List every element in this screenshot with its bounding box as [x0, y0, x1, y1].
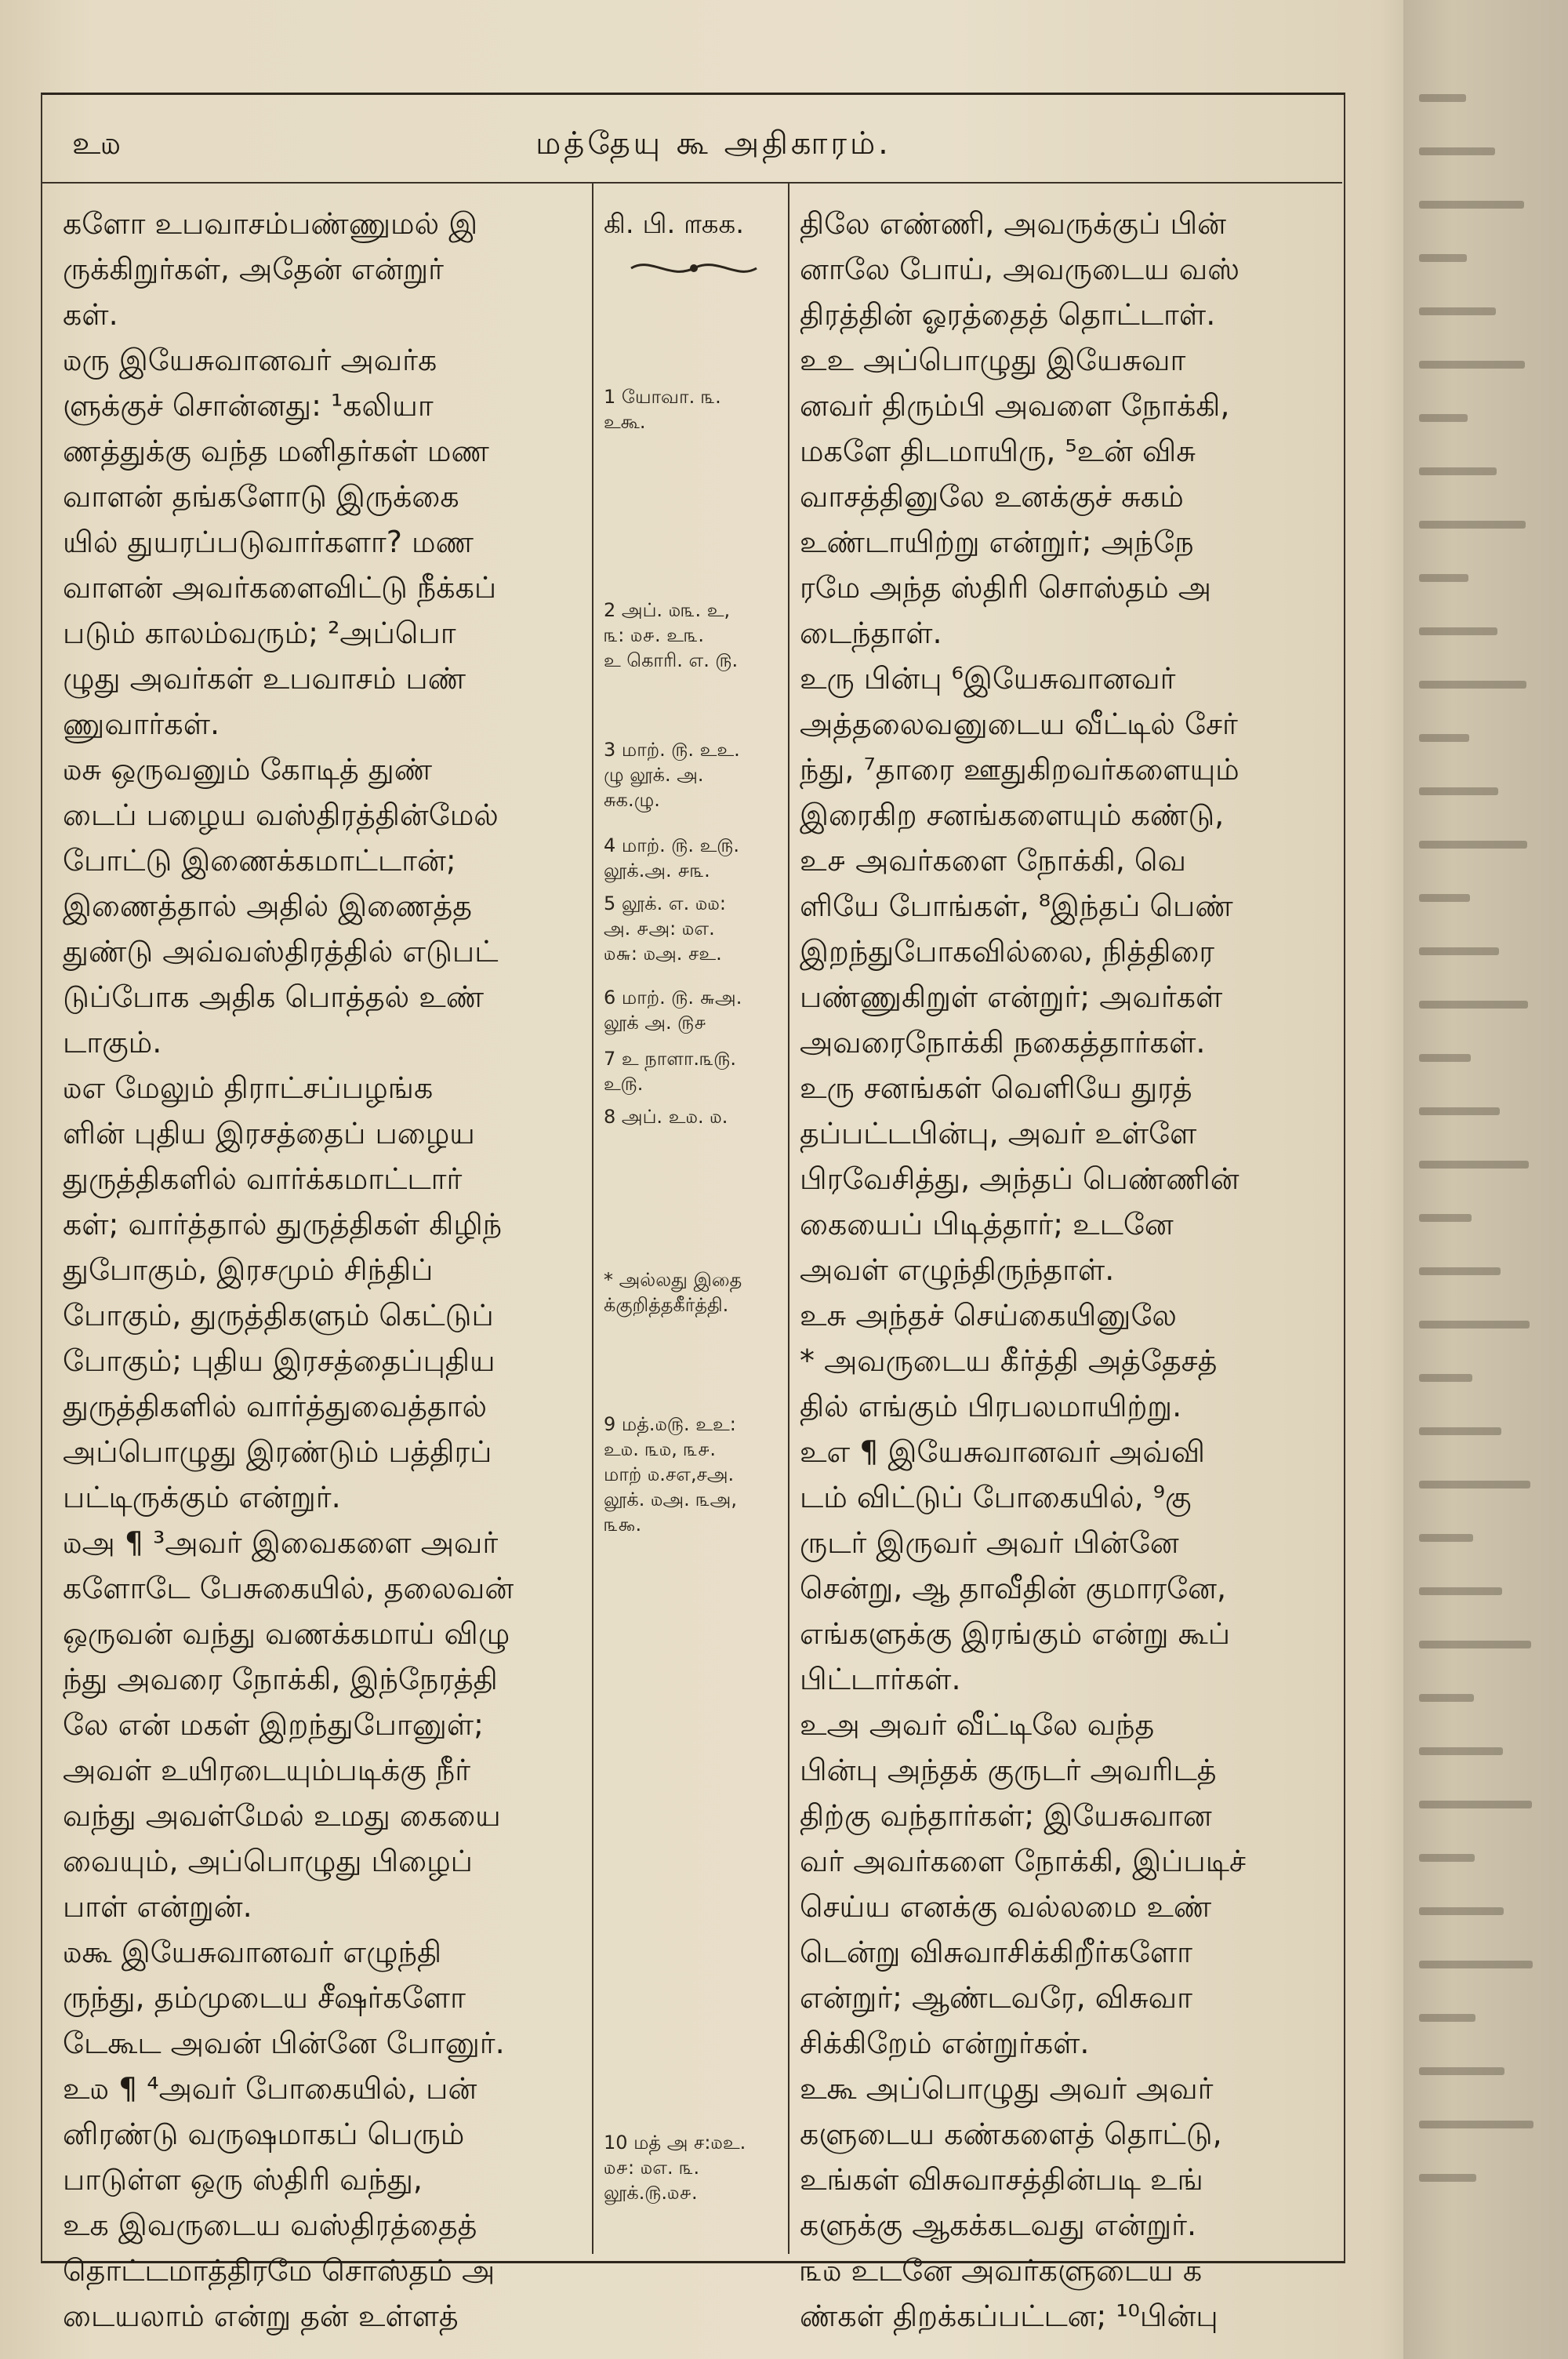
text-line: உங்கள் விசுவாசத்தின்படி உங்: [800, 2162, 1203, 2197]
ghost-text-line: [1419, 521, 1526, 529]
text-line: ருடர் இருவர் அவர் பின்னே: [800, 1525, 1179, 1560]
text-line: போகும், துருத்திகளும் கெட்டுப்: [63, 1298, 494, 1332]
text-line: டைந்தாள்.: [800, 616, 942, 650]
ghost-text-line: [1419, 574, 1468, 582]
text-line: உக இவருடைய வஸ்திரத்தைத்: [63, 2208, 477, 2242]
ghost-text-line: [1419, 1001, 1528, 1009]
ghost-text-line: [1419, 734, 1469, 742]
ghost-text-line: [1419, 1321, 1530, 1329]
ghost-text-line: [1419, 627, 1497, 635]
text-line: செய்ய எனக்கு வல்லமை உண்: [800, 1889, 1212, 1924]
margin-reference: 9 மத்.௰௫. உஉ: உ௰. ௩௰, ௩௪. மாற் ௰.சஎ,சஅ. லூக். ௰அ. ௩அ, ௩௯.: [604, 1413, 737, 1536]
text-line: போகும்; புதிய இரசத்தைப்புதிய: [63, 1343, 495, 1378]
text-line: ளுக்குச் சொன்னது: ¹கலியா: [63, 388, 434, 423]
text-line: இரைகிற சனங்களையும் கண்டு,: [800, 798, 1225, 832]
text-line: வாளன் தங்களோடு இருக்கை: [63, 479, 459, 514]
text-line: பிரவேசித்து, அந்தப் பெண்ணின்: [800, 1161, 1240, 1196]
text-line: இணைத்தால் அதில் இணைத்த: [63, 889, 473, 923]
text-line: பாடுள்ள ஒரு ஸ்திரி வந்து,: [63, 2162, 423, 2197]
text-line: பட்டிருக்கும் என்றுர்.: [63, 1480, 341, 1514]
text-line: உஅ அவர் வீட்டிலே வந்த: [800, 1707, 1155, 1742]
margin-reference: 10 மத் அ ச:௰உ. ௰௪: ௰எ. ௩. லூக்.௫.௰௪.: [604, 2132, 746, 2204]
text-line: ௩௰ உடனே அவர்களுடைய க: [800, 2253, 1203, 2288]
text-line: கையைப் பிடித்தார்; உடனே: [800, 1207, 1174, 1241]
text-line: டுப்போக அதிக பொத்தல் உண்: [63, 980, 485, 1014]
text-line: னவர் திரும்பி அவளை நோக்கி,: [800, 388, 1230, 423]
ghost-text-line: [1419, 2067, 1504, 2075]
ghost-text-line: [1419, 254, 1467, 262]
header-rule: [41, 182, 1342, 184]
text-line: டம் விட்டுப் போகையில், ⁹கு: [800, 1480, 1192, 1514]
column-rule-right: [788, 182, 789, 2254]
text-line: டாகும்.: [63, 1025, 162, 1060]
text-line: துபோகும், இரசமும் சிந்திப்: [63, 1252, 434, 1287]
text-line: தில் எங்கும் பிரபலமாயிற்று.: [800, 1389, 1182, 1423]
margin-reference: 2 அப். ௰௩. உ, ௩: ௰௪. உ௩. உ கொரி. எ. ௫.: [604, 599, 739, 671]
ghost-text-line: [1419, 2174, 1476, 2182]
ghost-text-line: [1419, 1267, 1501, 1275]
ghost-text-line: [1419, 94, 1466, 102]
text-line: ந்து அவரை நோக்கி, இந்நேரத்தி: [63, 1662, 498, 1696]
text-line: உசு அந்தச் செய்கையினுலே: [800, 1298, 1177, 1332]
text-line: ருந்து, தம்முடைய சீஷர்களோ: [63, 1980, 466, 2015]
text-line: னிரண்டு வருஷமாகப் பெரும்: [63, 2117, 465, 2151]
text-line: ணத்துக்கு வந்த மனிதர்கள் மண: [63, 434, 489, 468]
text-line: அவள் உயிரடையும்படிக்கு நீர்: [63, 1753, 471, 1787]
text-line: உகூ அப்பொழுது அவர் அவர்: [800, 2071, 1214, 2106]
text-line: லே என் மகள் இறந்துபோனுள்;: [63, 1707, 484, 1742]
text-line: பண்ணுகிறுள் என்றுர்; அவர்கள்: [800, 980, 1223, 1014]
text-line: போட்டு இணைக்கமாட்டான்;: [63, 843, 456, 878]
text-line: களுக்கு ஆகக்கடவது என்றுர்.: [800, 2208, 1197, 2242]
text-line: டேகூட அவன் பின்னே போனுர்.: [63, 2026, 505, 2060]
margin-reference: 7 உ நாளா.௩௫. உ௫.: [604, 1048, 736, 1095]
ghost-text-line: [1419, 1481, 1530, 1488]
text-line: ண்கள் திறக்கப்பட்டன; ¹⁰பின்பு: [800, 2299, 1218, 2333]
margin-reference: * அல்லது இதை க்குறித்தகீர்த்தி.: [604, 1269, 742, 1316]
text-line: வர் அவர்களை நோக்கி, இப்படிச்: [800, 1844, 1246, 1878]
margin-reference: 8 அப். உ௰. ௰.: [604, 1106, 728, 1128]
ghost-text-line: [1419, 1534, 1473, 1542]
text-line: ௰அ ¶ ³அவர் இவைகளை அவர்: [63, 1525, 499, 1560]
ghost-text-line: [1419, 2121, 1534, 2128]
text-line: உஉ அப்பொழுது இயேசுவா: [800, 343, 1186, 377]
text-line: கள்.: [63, 297, 118, 332]
ghost-text-line: [1419, 1214, 1472, 1222]
text-line: படும் காலம்வரும்; ²அப்பொ: [63, 616, 456, 650]
ghost-text-line: [1419, 361, 1525, 369]
ghost-text-line: [1419, 147, 1495, 155]
ghost-text-line: [1419, 1961, 1533, 1968]
text-line: ளியே போங்கள், ⁸இந்தப் பெண்: [800, 889, 1233, 923]
ghost-text-line: [1419, 1801, 1532, 1808]
text-line: உ௰ ¶ ⁴அவர் போகையில், பன்: [63, 2071, 477, 2106]
ghost-text-line: [1419, 1641, 1531, 1648]
text-line: ந்து, ⁷தாரை ஊதுகிறவர்களையும்: [800, 752, 1240, 787]
text-line: தப்பட்டபின்பு, அவர் உள்ளே: [800, 1116, 1197, 1150]
text-line: அவள் எழுந்திருந்தாள்.: [800, 1252, 1115, 1287]
text-line: ஒருவன் வந்து வணக்கமாய் விழு: [63, 1616, 510, 1651]
ghost-text-line: [1419, 467, 1497, 475]
running-head: மத்தேயு கூ அதிகாரம்.: [535, 125, 891, 162]
text-line: உரு பின்பு ⁶இயேசுவானவர்: [800, 661, 1176, 696]
text-line: பின்பு அந்தக் குருடர் அவரிடத்: [800, 1753, 1217, 1787]
page-number: உ௰: [72, 125, 122, 162]
ghost-text-line: [1419, 947, 1499, 955]
ghost-text-line: [1419, 1907, 1504, 1915]
text-line: உரு சனங்கள் வெளியே துரத்: [800, 1070, 1192, 1105]
text-line: ருக்கிறுர்கள், அதேன் என்றுர்: [63, 252, 445, 286]
ghost-text-line: [1419, 1427, 1501, 1435]
ghost-text-line: [1419, 1107, 1500, 1115]
text-line: * அவருடைய கீர்த்தி அத்தேசத்: [800, 1343, 1218, 1378]
ghost-text-line: [1419, 307, 1496, 315]
ghost-text-line: [1419, 1374, 1472, 1382]
text-line: துருத்திகளில் வார்த்துவைத்தால்: [63, 1389, 487, 1423]
text-line: உஎ ¶ இயேசுவானவர் அவ்வி: [800, 1434, 1205, 1469]
margin-reference: 1 யோவா. ௩. உகூ.: [604, 386, 721, 433]
ghost-text-line: [1419, 1854, 1475, 1862]
text-line: சிக்கிறேம் என்றுர்கள்.: [800, 2026, 1090, 2060]
text-line: அப்பொழுது இரண்டும் பத்திரப்: [63, 1434, 492, 1469]
right-text-column: [800, 201, 1341, 2339]
text-line: ௰கூ இயேசுவானவர் எழுந்தி: [63, 1935, 442, 1969]
text-line: பாள் என்றுன்.: [63, 1889, 252, 1924]
text-line: துண்டு அவ்வஸ்திரத்தில் எடுபட்: [63, 934, 499, 969]
text-line: களோ உபவாசம்பண்ணுமல் இ: [63, 206, 478, 241]
text-line: ௰சு ஒருவனும் கோடித் துண்: [63, 752, 433, 787]
ghost-text-line: [1419, 787, 1498, 795]
text-line: ழுது அவர்கள் உபவாசம் பண்: [63, 661, 466, 696]
text-line: திலே எண்ணி, அவருக்குப் பின்: [800, 206, 1226, 241]
text-line: உண்டாயிற்று என்றுர்; அந்நே: [800, 525, 1194, 559]
text-line: ௰எ மேலும் திராட்சப்பழங்க: [63, 1070, 434, 1105]
text-line: டையலாம் என்று தன் உள்ளத்: [63, 2299, 459, 2333]
text-line: சென்று, ஆ தாவீதின் குமாரனே,: [800, 1571, 1227, 1605]
ghost-text-line: [1419, 1747, 1503, 1755]
text-line: வாசத்தினுலே உனக்குச் சுகம்: [800, 479, 1184, 514]
ghost-text-line: [1419, 1694, 1474, 1702]
text-line: டென்று விசுவாசிக்கிறீர்களோ: [800, 1935, 1192, 1969]
text-line: உ௪ அவர்களை நோக்கி, வெ: [800, 843, 1186, 878]
text-line: ரமே அந்த ஸ்திரி சொஸ்தம் அ: [800, 570, 1212, 605]
ghost-text-line: [1419, 681, 1526, 689]
text-line: பிட்டார்கள்.: [800, 1662, 961, 1696]
text-line: திற்கு வந்தார்கள்; இயேசுவான: [800, 1798, 1212, 1833]
text-line: களுடைய கண்களைத் தொட்டு,: [800, 2117, 1222, 2151]
text-line: னாலே போய், அவருடைய வஸ்: [800, 252, 1240, 286]
adjacent-page-edge: [1403, 0, 1568, 2359]
text-line: கள்; வார்த்தால் துருத்திகள் கிழிந்: [63, 1207, 503, 1241]
text-line: அத்தலைவனுடைய வீட்டில் சேர்: [800, 707, 1238, 741]
ghost-text-line: [1419, 201, 1524, 209]
ghost-text-line: [1419, 894, 1470, 902]
text-line: களோடே பேசுகையில், தலைவன்: [63, 1571, 514, 1605]
margin-reference: 6 மாற். ௫. ௬அ. லூக் அ. ௫௪: [604, 987, 742, 1034]
text-line: வையும், அப்பொழுது பிழைப்: [63, 1844, 473, 1878]
ghost-text-line: [1419, 414, 1468, 422]
text-line: இறந்துபோகவில்லை, நித்திரை: [800, 934, 1214, 969]
text-line: துருத்திகளில் வார்க்கமாட்டார்: [63, 1161, 463, 1196]
text-line: ௰ரு இயேசுவானவர் அவர்க: [63, 343, 437, 377]
margin-reference: 5 லூக். எ. ௰௰: அ. ௪அ: ௰எ. ௰௬: ௰அ. சஉ.: [604, 892, 726, 965]
text-line: மகளே திடமாயிரு, ⁵உன் விசு: [800, 434, 1196, 468]
text-line: எங்களுக்கு இரங்கும் என்று கூப்: [800, 1616, 1231, 1651]
ghost-text-line: [1419, 2014, 1475, 2022]
ghost-text-line: [1419, 1161, 1529, 1169]
text-line: டைப் பழைய வஸ்திரத்தின்மேல்: [63, 798, 499, 832]
text-line: தொட்டமாத்திரமே சொஸ்தம் அ: [63, 2253, 495, 2288]
text-line: ளின் புதிய இரசத்தைப் பழைய: [63, 1116, 475, 1150]
text-line: வாளன் அவர்களைவிட்டு நீக்கப்: [63, 570, 497, 605]
text-line: அவரைநோக்கி நகைத்தார்கள்.: [800, 1025, 1206, 1060]
margin-reference: 3 மாற். ௫. உஉ. ழு லூக். அ. சுக.ழு.: [604, 739, 740, 811]
text-line: திரத்தின் ஓரத்தைத் தொட்டாள்.: [800, 297, 1216, 332]
margin-reference: 4 மாற். ௫. உ௫. லூக்.அ. ௪௩.: [604, 834, 740, 881]
left-text-column: [63, 201, 584, 2339]
text-line: வந்து அவள்மேல் உமது கையை: [63, 1798, 501, 1833]
margin-heading: கி. பி. ௱கக.: [604, 209, 745, 240]
column-rule-left: [592, 182, 593, 2254]
text-line: ணுவார்கள்.: [63, 707, 220, 741]
ghost-text-line: [1419, 1587, 1502, 1595]
ghost-text-line: [1419, 1054, 1471, 1062]
ghost-text-line: [1419, 841, 1527, 849]
ornament-flourish-icon: [627, 253, 760, 284]
text-line: யில் துயரப்படுவார்களா? மண: [63, 525, 474, 559]
text-line: என்றுர்; ஆண்டவரே, விசுவா: [800, 1980, 1193, 2015]
